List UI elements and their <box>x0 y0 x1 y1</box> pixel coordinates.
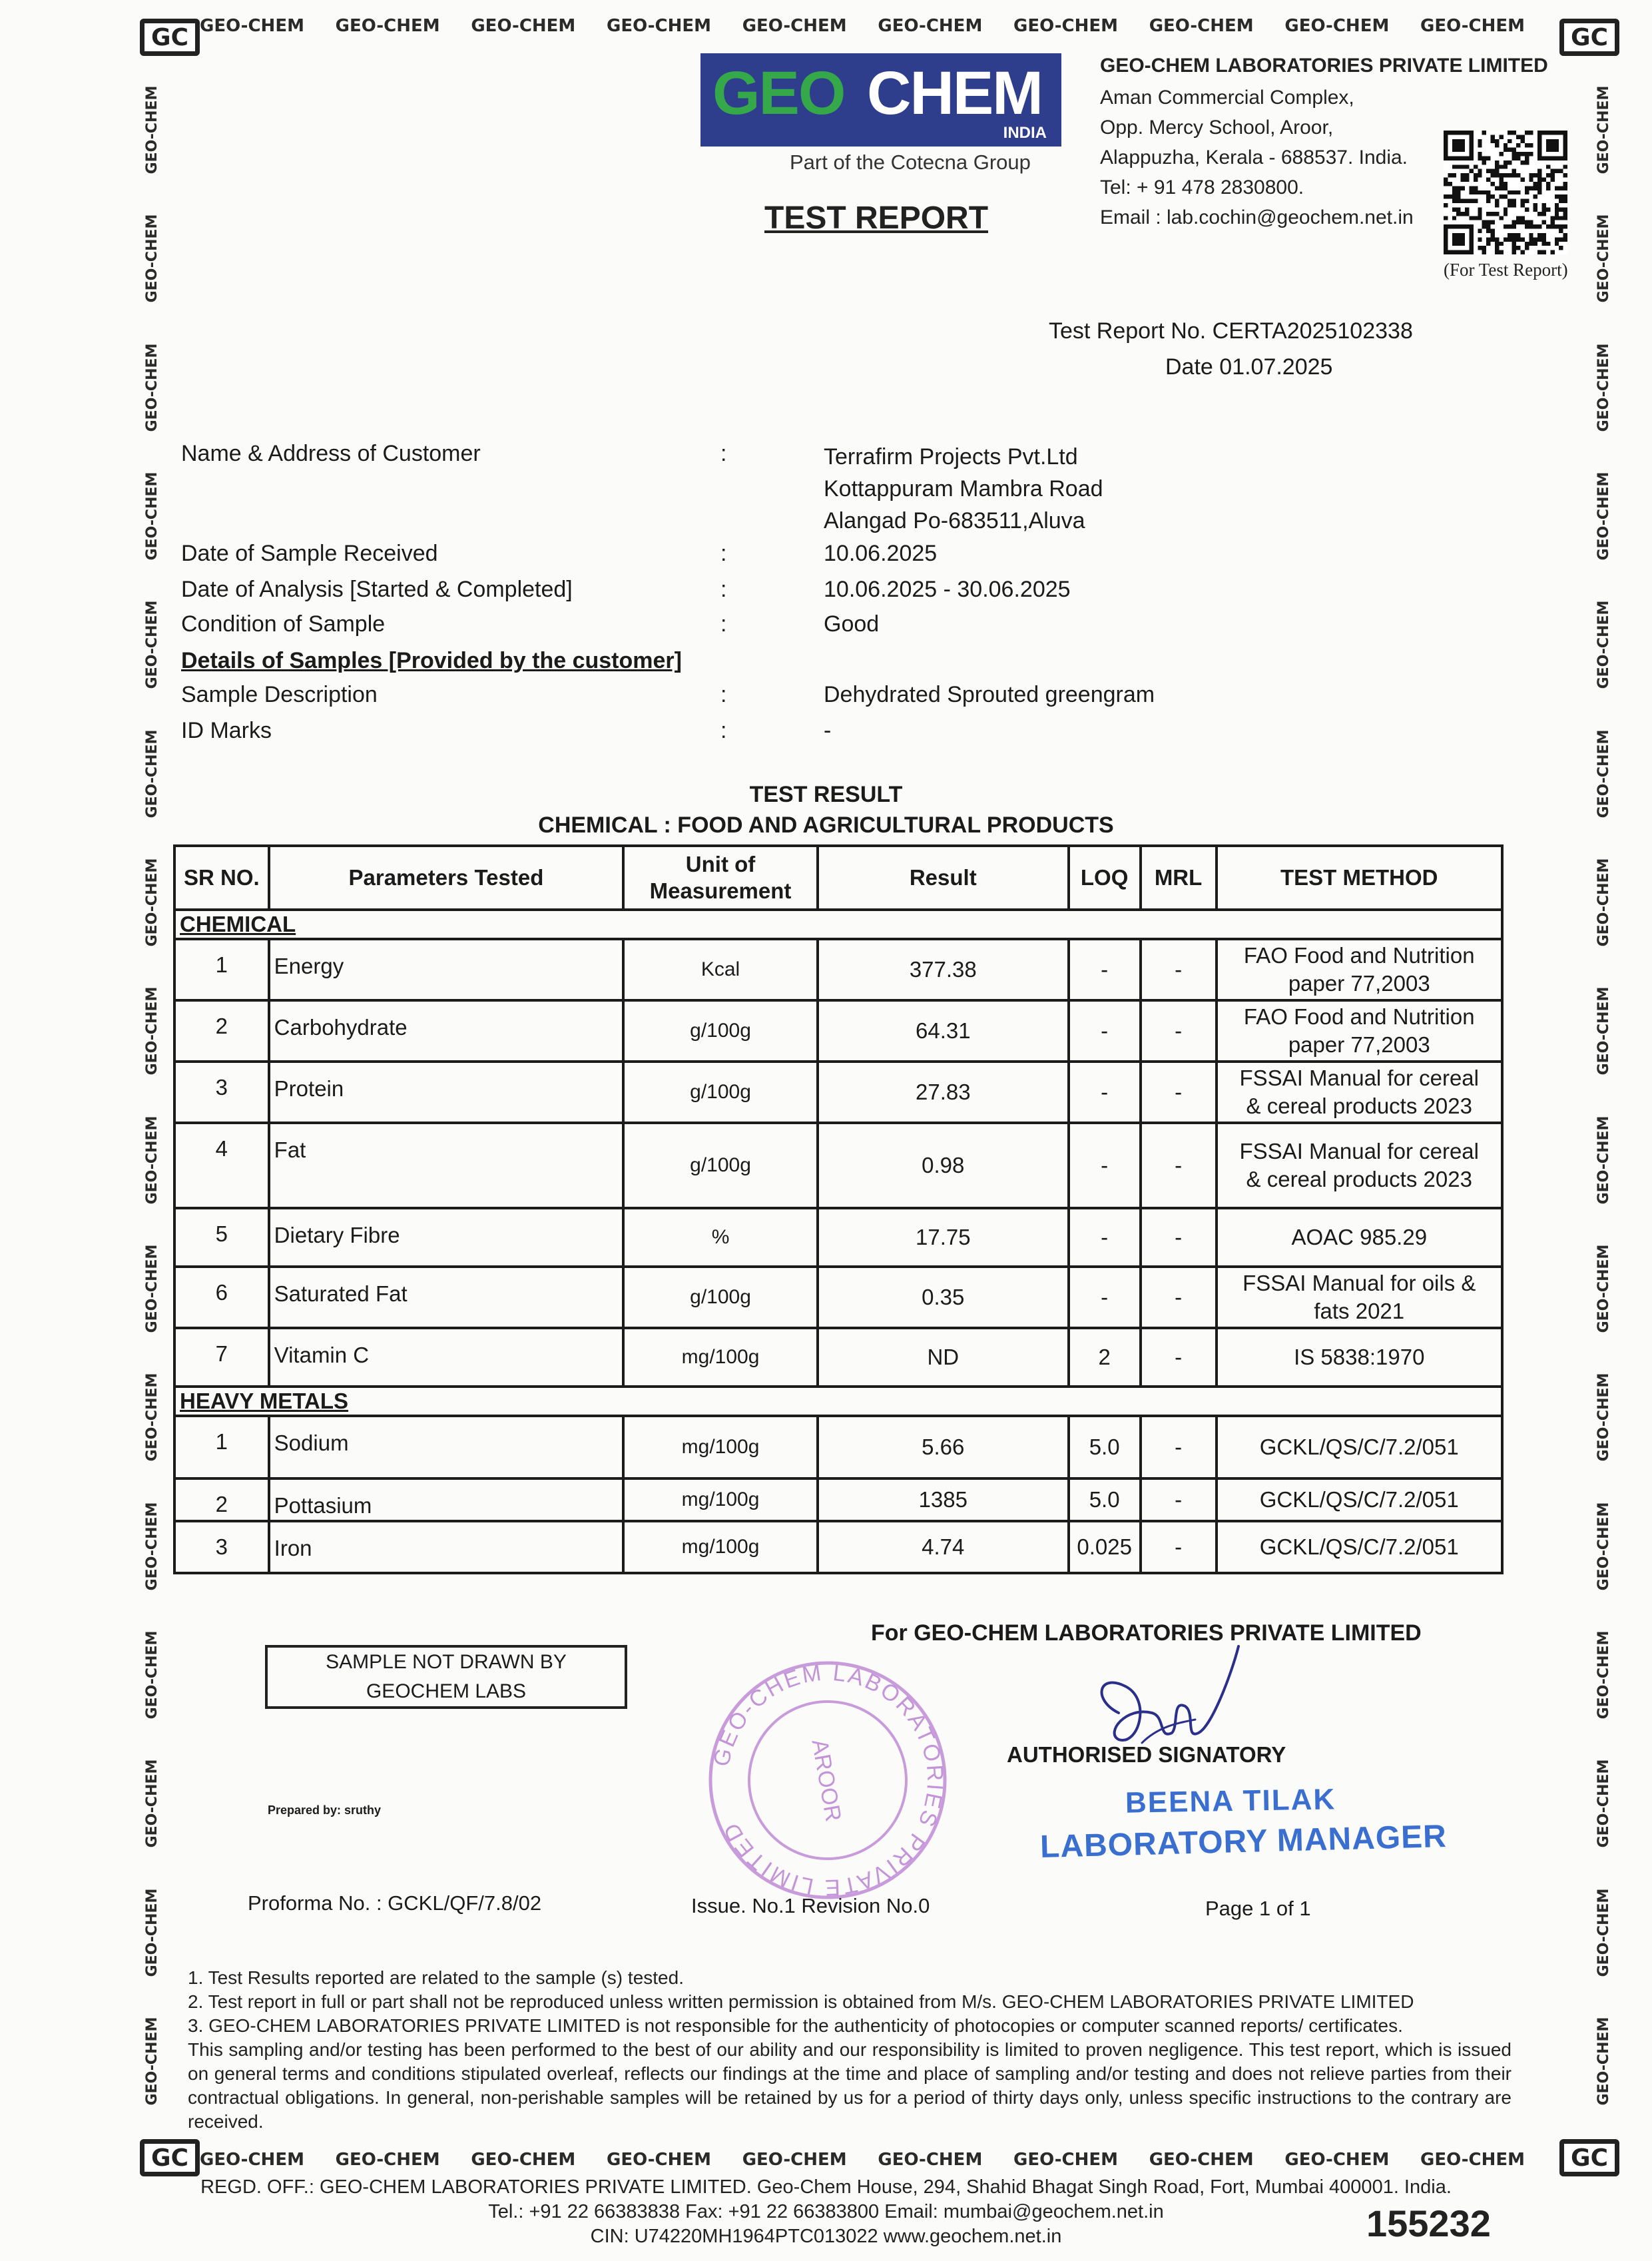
table-row <box>174 1208 1502 1267</box>
cell-result: 0.35 <box>818 1267 1069 1328</box>
col-result: Result <box>818 846 1069 910</box>
table-row <box>174 1267 1502 1328</box>
customer-address: Terrafirm Projects Pvt.Ltd Kottappuram Mambra Road Alangad Po-683511,Aluva <box>824 444 1103 533</box>
brand-label: GEO-CHEM <box>1595 1373 1612 1462</box>
cell-unit: % <box>623 1208 818 1267</box>
brand-label: GEO-CHEM <box>143 214 160 303</box>
brand-label: GEO-CHEM <box>1284 16 1390 36</box>
brand-label: GEO-CHEM <box>1595 2017 1612 2106</box>
cell-mrl: - <box>1141 1478 1217 1521</box>
cell-loq: 0.025 <box>1069 1521 1141 1573</box>
cell-result: 17.75 <box>818 1208 1069 1267</box>
lab-address: Aman Commercial Complex, Opp. Mercy School, Aroor, Alappuzha, Kerala - 688537. India. Tel: + 91 478 2830800. Email : lab.cochin@geochem.net.in <box>1100 87 1414 228</box>
brand-label: GEO-CHEM <box>1595 1630 1612 1720</box>
note-item: 2. Test report in full or part shall not be reproduced unless written permission is obtained from M/s. GEO-CHEM LABORATORIES PRIVATE LIMITED <box>188 1991 1414 2012</box>
brand-label: GEO-CHEM <box>143 85 160 174</box>
cell-unit: g/100g <box>623 1267 818 1328</box>
cell-unit: mg/100g <box>623 1521 818 1573</box>
cell-param: Energy <box>269 939 624 1000</box>
col-sr: SR NO. <box>174 846 269 910</box>
cell-method: FSSAI Manual for cereal & cereal products 2023 <box>1217 1062 1503 1123</box>
qr-code-icon[interactable] <box>1444 131 1567 254</box>
cell-param: Vitamin C <box>269 1328 624 1387</box>
received-date: 10.06.2025 <box>824 541 938 566</box>
cell-unit: g/100g <box>623 1000 818 1062</box>
prepared-by: Prepared by: sruthy <box>268 1803 382 1817</box>
cell-method: FAO Food and Nutrition paper 77,2003 <box>1217 1000 1503 1062</box>
brand-label: GEO-CHEM <box>143 1244 160 1333</box>
brand-label: GEO-CHEM <box>1595 858 1612 947</box>
brand-label: GEO-CHEM <box>1013 16 1118 36</box>
condition-value: Good <box>824 611 880 637</box>
brand-label: GEO-CHEM <box>143 1630 160 1720</box>
proforma-number: Proforma No. : GCKL/QF/7.8/02 <box>248 1891 542 1915</box>
cell-sr: 3 <box>174 1062 269 1123</box>
brand-label: GEO-CHEM <box>1284 2150 1390 2170</box>
brand-label: GEO-CHEM <box>335 2150 440 2170</box>
cell-sr: 6 <box>174 1267 269 1328</box>
brand-label: GEO-CHEM <box>742 16 847 36</box>
bottom-brand-band <box>200 2150 1525 2170</box>
table-row <box>174 1521 1502 1573</box>
description-label: Sample Description <box>181 682 378 707</box>
issue-revision: Issue. No.1 Revision No.0 <box>691 1894 930 1917</box>
brand-label: GEO-CHEM <box>1595 472 1612 561</box>
cell-param: Fat <box>269 1123 624 1208</box>
col-loq: LOQ <box>1069 846 1141 910</box>
section-row <box>174 910 1502 939</box>
colon: : <box>720 577 727 602</box>
section-heading: HEAVY METALS <box>174 1387 1502 1416</box>
brand-label: GEO-CHEM <box>143 1888 160 1977</box>
colon: : <box>720 718 727 743</box>
tagline: Part of the Cotecna Group <box>790 151 1031 174</box>
cell-loq: - <box>1069 1208 1141 1267</box>
brand-label: GEO-CHEM <box>1013 2150 1118 2170</box>
company-seal-icon <box>704 1657 951 1903</box>
table-row <box>174 1123 1502 1208</box>
cell-mrl: - <box>1141 1267 1217 1328</box>
cell-method: FSSAI Manual for oils & fats 2021 <box>1217 1267 1503 1328</box>
serial-number: 155232 <box>1366 2202 1491 2244</box>
cell-loq: - <box>1069 1000 1141 1062</box>
footer-registered-office: REGD. OFF.: GEO-CHEM LABORATORIES PRIVATE LIMITED. Geo-Chem House, 294, Shahid Bhagat Singh Road, Fort, Mumbai 400001. India. <box>200 2176 1452 2198</box>
brand-label: GEO-CHEM <box>143 343 160 432</box>
cell-loq: - <box>1069 1123 1141 1208</box>
footer-cin: CIN: U74220MH1964PTC013022 www.geochem.net.in <box>590 2226 1062 2247</box>
cell-method: IS 5838:1970 <box>1217 1328 1503 1387</box>
cell-method: GCKL/QS/C/7.2/051 <box>1217 1521 1503 1573</box>
colon: : <box>720 682 727 707</box>
geochem-logo <box>700 53 1061 147</box>
brand-label: GEO-CHEM <box>742 2150 847 2170</box>
brand-label: GEO-CHEM <box>1149 2150 1254 2170</box>
cell-result: 0.98 <box>818 1123 1069 1208</box>
cell-method: GCKL/QS/C/7.2/051 <box>1217 1478 1503 1521</box>
table-header-row <box>174 846 1502 910</box>
cell-mrl: - <box>1141 1123 1217 1208</box>
id-value: - <box>824 718 832 743</box>
brand-label: GEO-CHEM <box>143 986 160 1076</box>
brand-label: GEO-CHEM <box>1595 1759 1612 1848</box>
cell-mrl: - <box>1141 1208 1217 1267</box>
cell-param: Sodium <box>269 1416 624 1478</box>
cell-sr: 7 <box>174 1328 269 1387</box>
cell-param: Dietary Fibre <box>269 1208 624 1267</box>
section-heading: CHEMICAL <box>174 910 1502 939</box>
brand-label: GEO-CHEM <box>335 16 440 36</box>
colon: : <box>720 611 727 637</box>
top-brand-band <box>200 16 1525 36</box>
cell-loq: 5.0 <box>1069 1416 1141 1478</box>
cell-sr: 4 <box>174 1123 269 1208</box>
for-company: For GEO-CHEM LABORATORIES PRIVATE LIMITED <box>871 1620 1422 1646</box>
brand-label: GEO-CHEM <box>1595 986 1612 1076</box>
received-label: Date of Sample Received <box>181 541 438 566</box>
right-brand-band <box>1590 80 1617 2111</box>
brand-label: GEO-CHEM <box>471 2150 576 2170</box>
customer-label: Name & Address of Customer <box>181 441 481 466</box>
table-row <box>174 1478 1502 1521</box>
brand-label: GEO-CHEM <box>1149 16 1254 36</box>
brand-label: GEO-CHEM <box>607 16 711 36</box>
table-row <box>174 939 1502 1000</box>
details-heading: Details of Samples [Provided by the customer] <box>181 648 682 673</box>
cell-result: 377.38 <box>818 939 1069 1000</box>
svg-text:GEO-CHEM LABORATORIES PRIVATE: GEO-CHEM LABORATORIES PRIVATE LIMITED <box>708 1660 948 1901</box>
cell-result: 64.31 <box>818 1000 1069 1062</box>
cell-result: 27.83 <box>818 1062 1069 1123</box>
cell-method: FAO Food and Nutrition paper 77,2003 <box>1217 939 1503 1000</box>
gc-corner-logo: GC <box>140 2139 200 2176</box>
brand-label: GEO-CHEM <box>607 2150 711 2170</box>
brand-label: GEO-CHEM <box>200 2150 304 2170</box>
brand-label: GEO-CHEM <box>878 2150 983 2170</box>
cell-mrl: - <box>1141 939 1217 1000</box>
analysis-dates: 10.06.2025 - 30.06.2025 <box>824 577 1071 602</box>
brand-label: GEO-CHEM <box>1595 1502 1612 1591</box>
cell-loq: 2 <box>1069 1328 1141 1387</box>
col-param: Parameters Tested <box>269 846 624 910</box>
cell-param: Pottasium <box>269 1478 624 1521</box>
gc-corner-logo: GC <box>140 19 200 56</box>
col-method: TEST METHOD <box>1217 846 1503 910</box>
page-number: Page 1 of 1 <box>1205 1897 1311 1920</box>
authorised-signatory: AUTHORISED SIGNATORY <box>1007 1742 1286 1767</box>
report-number: Test Report No. CERTA2025102338 <box>1049 318 1413 344</box>
brand-label: GEO-CHEM <box>1595 729 1612 818</box>
logo-geo-text: GEO <box>712 59 845 127</box>
brand-label: GEO-CHEM <box>143 600 160 689</box>
cell-sr: 1 <box>174 1416 269 1478</box>
lab-name: GEO-CHEM LABORATORIES PRIVATE LIMITED <box>1100 55 1548 77</box>
cell-unit: Kcal <box>623 939 818 1000</box>
cell-method: FSSAI Manual for cereal & cereal products 2023 <box>1217 1123 1503 1208</box>
section-row <box>174 1387 1502 1416</box>
brand-label: GEO-CHEM <box>1595 85 1612 174</box>
logo-india-text: INDIA <box>1003 124 1047 142</box>
cell-mrl: - <box>1141 1000 1217 1062</box>
brand-label: GEO-CHEM <box>1595 214 1612 303</box>
notes <box>188 1966 1512 2134</box>
brand-label: GEO-CHEM <box>143 858 160 947</box>
disclaimer: This sampling and/or testing has been performed to the best of our ability and our responsibility is limited to proven negligence. This test report, which is issued on general terms and conditions stipulated overleaf, reflects our findings at the time and place of sampling and/or testing and does not relieve parties from their contractual obligations. In general, non-perishable samples will be retained by us for a period of thirty days only, unless specific instructions to the contrary are received. <box>188 2039 1512 2132</box>
condition-label: Condition of Sample <box>181 611 386 637</box>
brand-label: GEO-CHEM <box>143 1502 160 1591</box>
cell-unit: mg/100g <box>623 1416 818 1478</box>
brand-label: GEO-CHEM <box>1420 2150 1525 2170</box>
brand-label: GEO-CHEM <box>878 16 983 36</box>
id-label: ID Marks <box>181 718 272 743</box>
gc-corner-logo: GC <box>1559 19 1619 56</box>
stamp-name: BEENA TILAK <box>1125 1783 1336 1819</box>
cell-sr: 5 <box>174 1208 269 1267</box>
table-row <box>174 1000 1502 1062</box>
col-unit: Unit of Measurement <box>623 846 818 910</box>
cell-loq: - <box>1069 1062 1141 1123</box>
cell-mrl: - <box>1141 1521 1217 1573</box>
cell-result: 4.74 <box>818 1521 1069 1573</box>
cell-result: 1385 <box>818 1478 1069 1521</box>
cell-sr: 2 <box>174 1478 269 1521</box>
cell-result: ND <box>818 1328 1069 1387</box>
cell-loq: - <box>1069 1267 1141 1328</box>
report-date: Date 01.07.2025 <box>1165 354 1333 380</box>
cell-param: Saturated Fat <box>269 1267 624 1328</box>
table-row <box>174 1062 1502 1123</box>
brand-label: GEO-CHEM <box>143 1373 160 1462</box>
stamp-title: LABORATORY MANAGER <box>1039 1819 1448 1865</box>
analysis-label: Date of Analysis [Started & Completed] <box>181 577 573 602</box>
colon: : <box>720 541 727 566</box>
cell-sr: 3 <box>174 1521 269 1573</box>
left-brand-band <box>138 80 165 2111</box>
qr-caption: (For Test Report) <box>1444 260 1568 280</box>
brand-label: GEO-CHEM <box>143 1116 160 1205</box>
col-mrl: MRL <box>1141 846 1217 910</box>
cell-sr: 2 <box>174 1000 269 1062</box>
footer-contact: Tel.: +91 22 66383838 Fax: +91 22 66383800 Email: mumbai@geochem.net.in <box>488 2201 1164 2222</box>
colon: : <box>720 441 727 466</box>
page-title: TEST REPORT <box>764 200 989 236</box>
cell-mrl: - <box>1141 1416 1217 1478</box>
sample-not-drawn-box: SAMPLE NOT DRAWN BY GEOCHEM LABS <box>265 1645 627 1709</box>
brand-label: GEO-CHEM <box>143 472 160 561</box>
brand-label: GEO-CHEM <box>1595 1116 1612 1205</box>
cell-unit: g/100g <box>623 1123 818 1208</box>
brand-label: GEO-CHEM <box>143 1759 160 1848</box>
brand-label: GEO-CHEM <box>200 16 304 36</box>
svg-text:AROOR: AROOR <box>806 1737 846 1824</box>
brand-label: GEO-CHEM <box>1595 1888 1612 1977</box>
brand-label: GEO-CHEM <box>1420 16 1525 36</box>
cell-unit: mg/100g <box>623 1478 818 1521</box>
note-item: 1. Test Results reported are related to the sample (s) tested. <box>188 1967 684 1988</box>
logo-chem-text: CHEM <box>867 59 1042 127</box>
test-result-title: TEST RESULT <box>749 782 903 807</box>
cell-result: 5.66 <box>818 1416 1069 1478</box>
cell-unit: mg/100g <box>623 1328 818 1387</box>
results-table <box>173 844 1504 1574</box>
cell-mrl: - <box>1141 1062 1217 1123</box>
brand-label: GEO-CHEM <box>471 16 576 36</box>
brand-label: GEO-CHEM <box>1595 343 1612 432</box>
test-result-subtitle: CHEMICAL : FOOD AND AGRICULTURAL PRODUCTS <box>538 812 1114 838</box>
cell-unit: g/100g <box>623 1062 818 1123</box>
table-row <box>174 1328 1502 1387</box>
note-item: 3. GEO-CHEM LABORATORIES PRIVATE LIMITED is not responsible for the authenticity of photocopies or computer scanned reports/ certificates. <box>188 2015 1403 2036</box>
table-row <box>174 1416 1502 1478</box>
cell-loq: 5.0 <box>1069 1478 1141 1521</box>
description-value: Dehydrated Sprouted greengram <box>824 682 1155 707</box>
cell-sr: 1 <box>174 939 269 1000</box>
brand-label: GEO-CHEM <box>143 2017 160 2106</box>
cell-param: Carbohydrate <box>269 1000 624 1062</box>
cell-loq: - <box>1069 939 1141 1000</box>
brand-label: GEO-CHEM <box>1595 600 1612 689</box>
cell-method: AOAC 985.29 <box>1217 1208 1503 1267</box>
gc-corner-logo: GC <box>1559 2139 1619 2176</box>
brand-label: GEO-CHEM <box>1595 1244 1612 1333</box>
cell-mrl: - <box>1141 1328 1217 1387</box>
cell-method: GCKL/QS/C/7.2/051 <box>1217 1416 1503 1478</box>
cell-param: Protein <box>269 1062 624 1123</box>
brand-label: GEO-CHEM <box>143 729 160 818</box>
cell-param: Iron <box>269 1521 624 1573</box>
